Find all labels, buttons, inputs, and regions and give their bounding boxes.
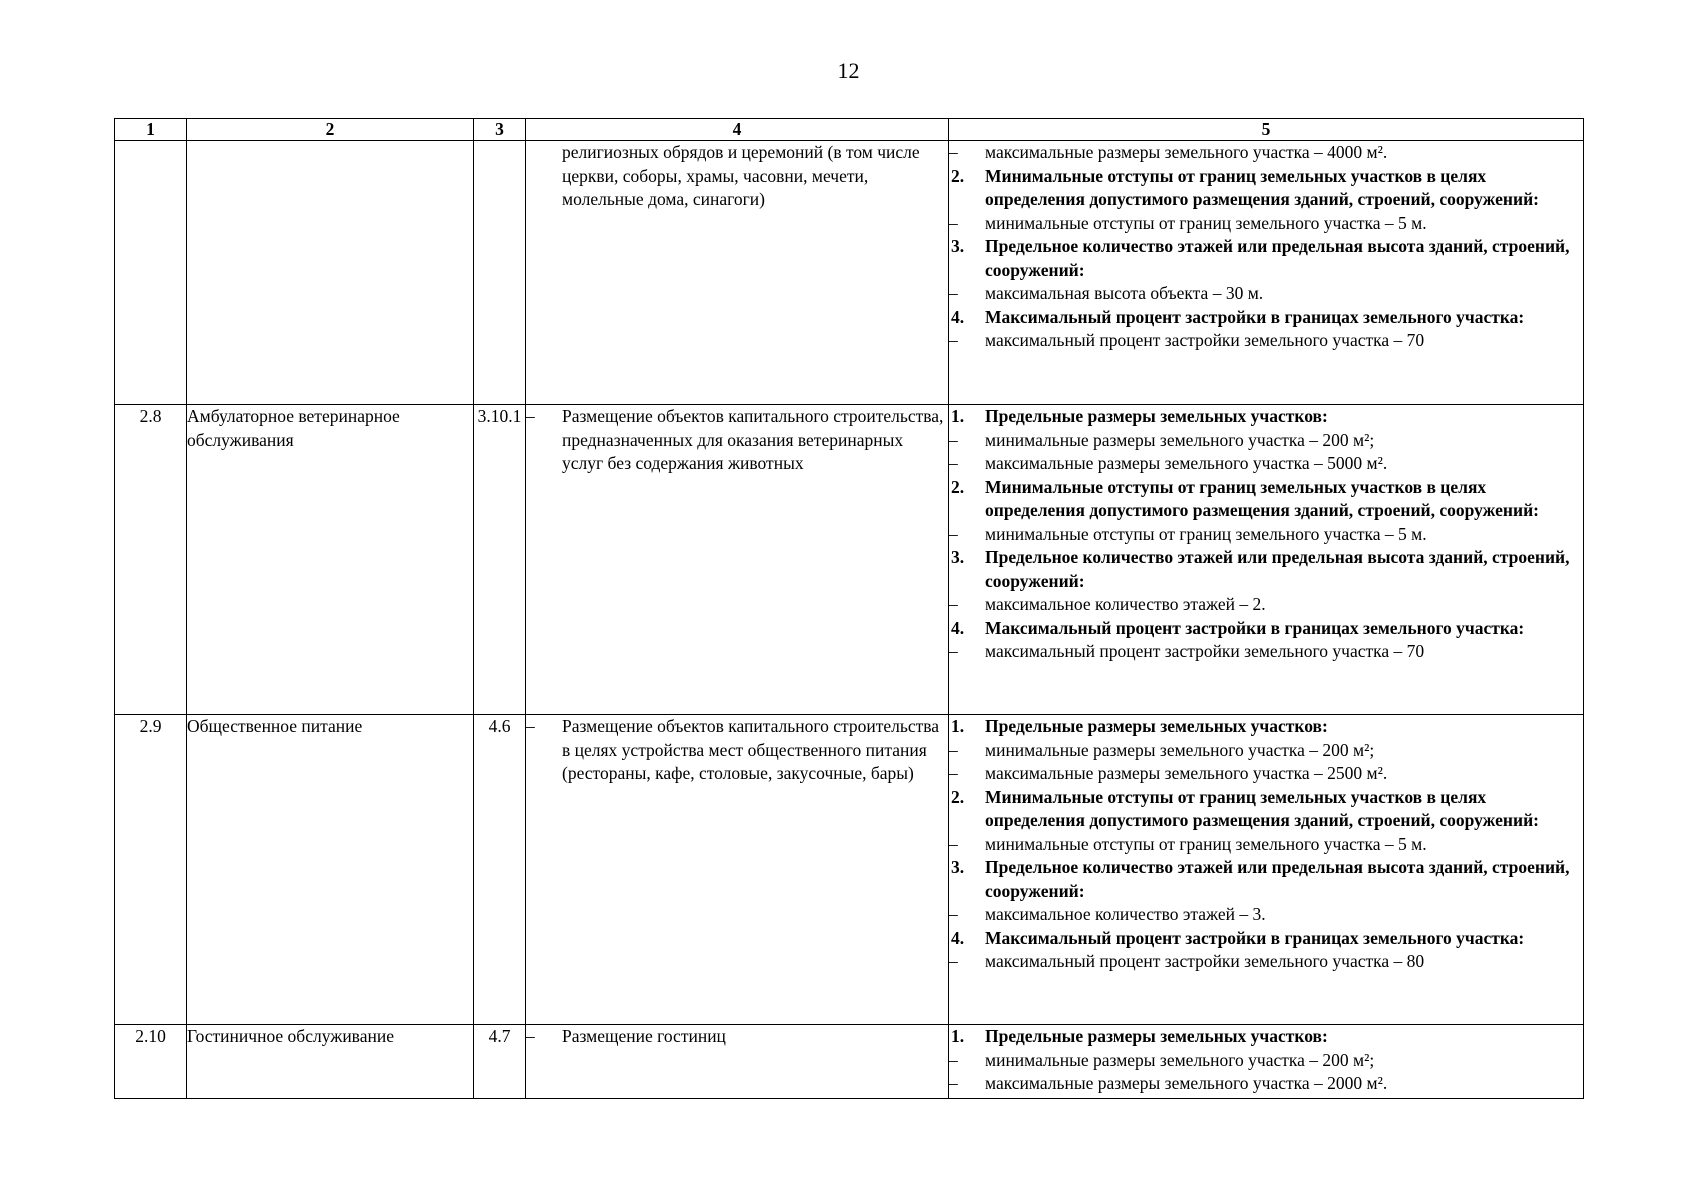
use-description [526, 1025, 949, 1099]
parameter-text: Минимальные отступы от границ земельных участков в целях определения допустимого размещения зданий, строений, сооружений: [985, 476, 1539, 520]
header-col-5: 5 [949, 119, 1584, 141]
parameter-text: Предельные размеры земельных участков: [985, 1026, 1328, 1046]
parameter-number: 4. [951, 306, 965, 327]
parameter-number: 2. [951, 786, 965, 807]
parameter-item [949, 523, 1583, 547]
use-type-code: 4.7 [474, 1025, 526, 1099]
parameter-item [949, 429, 1583, 453]
parameter-heading [949, 476, 1583, 523]
parameter-number: 4. [951, 617, 965, 638]
table-row [115, 405, 1584, 715]
parameter-text: минимальные отступы от границ земельного участка – 5 м. [985, 523, 1427, 544]
table-row [115, 141, 1584, 405]
use-type-name: Гостиничное обслуживание [187, 1025, 474, 1099]
parameter-dash: – [949, 833, 958, 854]
parameter-number: 2. [951, 476, 965, 497]
parameter-item [949, 739, 1583, 763]
parameter-text: максимальные размеры земельного участка – 4000 м². [985, 142, 1388, 162]
parameter-number: 1. [951, 1026, 965, 1046]
parameter-dash: – [949, 641, 958, 661]
parameter-text: максимальные размеры земельного участка – 2000 м². [985, 1073, 1388, 1093]
parameters-cell [949, 405, 1584, 715]
parameter-heading [949, 786, 1583, 833]
use-type-code: 3.10.1 [474, 405, 526, 715]
parameter-text: Предельное количество этажей или предельная высота зданий, строений, сооружений: [985, 236, 1570, 280]
parameter-dash: – [949, 523, 958, 544]
parameter-text: Максимальный процент застройки в границах земельного участка: [985, 306, 1525, 327]
page-number: 12 [837, 58, 860, 83]
parameter-text: Минимальные отступы от границ земельных участков в целях определения допустимого размещения зданий, строений, сооружений: [985, 165, 1539, 209]
parameter-text: минимальные отступы от границ земельного участка – 5 м. [985, 833, 1427, 854]
parameter-dash: – [949, 429, 958, 450]
use-description [526, 715, 949, 1025]
zoning-table [114, 118, 1584, 1099]
parameter-text: максимальные размеры земельного участка – 5000 м². [985, 453, 1388, 473]
parameter-item [949, 282, 1583, 306]
parameter-text: минимальные отступы от границ земельного участка – 5 м. [985, 212, 1427, 233]
parameters-cell [949, 715, 1584, 1025]
parameter-item [949, 212, 1583, 236]
parameter-number: 4. [951, 927, 965, 948]
parameter-number: 1. [951, 716, 965, 736]
description-text: Размещение объектов капитального строительства, предназначенных для оказания ветеринарных услуг без содержания животных [562, 406, 944, 473]
parameter-text: минимальные размеры земельного участка – 200 м²; [985, 1049, 1375, 1070]
parameter-heading [949, 617, 1583, 641]
parameters-cell [949, 141, 1584, 405]
parameter-dash: – [949, 330, 958, 350]
parameter-item [949, 593, 1583, 617]
parameter-number: 3. [951, 236, 965, 256]
parameter-text: минимальные размеры земельного участка – 200 м²; [985, 429, 1375, 450]
use-type-code: 4.6 [474, 715, 526, 1025]
parameter-text: минимальные размеры земельного участка – 200 м²; [985, 739, 1375, 760]
parameter-item [949, 762, 1583, 786]
parameter-number: 1. [951, 406, 965, 426]
parameter-item [949, 1072, 1583, 1096]
row-number: 2.9 [115, 715, 187, 1025]
parameter-heading [949, 715, 1583, 739]
description-text: религиозных обрядов и церемоний (в том числе церкви, соборы, храмы, часовни, мечети, молельные дома, синагоги) [562, 142, 920, 209]
header-col-2: 2 [187, 119, 474, 141]
parameter-dash: – [949, 763, 958, 783]
parameter-heading [949, 306, 1583, 330]
parameter-heading [949, 927, 1583, 951]
description-text: Размещение гостиниц [562, 1026, 726, 1046]
description-dash: – [526, 406, 535, 426]
parameter-heading [949, 546, 1583, 593]
parameter-text: Максимальный процент застройки в границах земельного участка: [985, 927, 1525, 948]
parameter-text: максимальное количество этажей – 3. [985, 904, 1266, 924]
parameter-dash: – [949, 951, 958, 971]
parameter-number: 2. [951, 165, 965, 186]
description-text: Размещение объектов капитального строительства в целях устройства мест общественного питания (рестораны, кафе, столовые, закусочные, бары) [562, 716, 940, 783]
parameter-heading [949, 165, 1583, 212]
parameter-text: Минимальные отступы от границ земельных участков в целях определения допустимого размещения зданий, строений, сооружений: [985, 786, 1539, 830]
parameter-dash: – [949, 739, 958, 760]
use-description [526, 405, 949, 715]
parameter-text: Предельное количество этажей или предельная высота зданий, строений, сооружений: [985, 857, 1570, 901]
parameter-dash: – [949, 283, 958, 303]
header-col-1: 1 [115, 119, 187, 141]
parameter-text: Максимальный процент застройки в границах земельного участка: [985, 617, 1525, 638]
use-type-code [474, 141, 526, 405]
row-number: 2.8 [115, 405, 187, 715]
parameter-dash: – [949, 142, 958, 162]
parameter-text: Предельные размеры земельных участков: [985, 406, 1328, 426]
description-dash: – [526, 716, 535, 736]
header-col-3: 3 [474, 119, 526, 141]
parameter-dash: – [949, 594, 958, 614]
parameter-text: максимальный процент застройки земельного участка – 70 [985, 330, 1425, 350]
parameter-text: максимальное количество этажей – 2. [985, 594, 1266, 614]
row-number: 2.10 [115, 1025, 187, 1099]
parameter-item [949, 1049, 1583, 1073]
parameter-text: максимальные размеры земельного участка – 2500 м². [985, 763, 1388, 783]
parameter-item [949, 950, 1583, 974]
row-number [115, 141, 187, 405]
parameter-item [949, 833, 1583, 857]
parameter-text: максимальная высота объекта – 30 м. [985, 283, 1264, 303]
header-row [115, 119, 1584, 141]
parameter-text: Предельные размеры земельных участков: [985, 716, 1328, 736]
use-description [526, 141, 949, 405]
table-row [115, 1025, 1584, 1099]
table-body [115, 141, 1584, 1099]
parameter-dash: – [949, 904, 958, 924]
description-dash: – [526, 1026, 535, 1046]
parameter-item [949, 329, 1583, 353]
table-row [115, 715, 1584, 1025]
parameter-heading [949, 405, 1583, 429]
parameters-cell [949, 1025, 1584, 1099]
use-type-name [187, 141, 474, 405]
parameter-item [949, 640, 1583, 664]
parameter-number: 3. [951, 547, 965, 567]
use-type-name: Общественное питание [187, 715, 474, 1025]
parameter-dash: – [949, 453, 958, 473]
parameter-heading [949, 856, 1583, 903]
parameter-text: максимальный процент застройки земельного участка – 70 [985, 641, 1425, 661]
parameter-item [949, 903, 1583, 927]
parameter-item [949, 141, 1583, 165]
parameter-dash: – [949, 1049, 958, 1070]
parameter-dash: – [949, 212, 958, 233]
parameter-number: 3. [951, 857, 965, 877]
parameter-text: Предельное количество этажей или предельная высота зданий, строений, сооружений: [985, 547, 1570, 591]
parameter-item [949, 452, 1583, 476]
use-type-name: Амбулаторное ветеринарное обслуживания [187, 405, 474, 715]
parameter-heading [949, 235, 1583, 282]
header-col-4: 4 [526, 119, 949, 141]
parameter-dash: – [949, 1073, 958, 1093]
parameter-heading [949, 1025, 1583, 1049]
parameter-text: максимальный процент застройки земельного участка – 80 [985, 951, 1425, 971]
